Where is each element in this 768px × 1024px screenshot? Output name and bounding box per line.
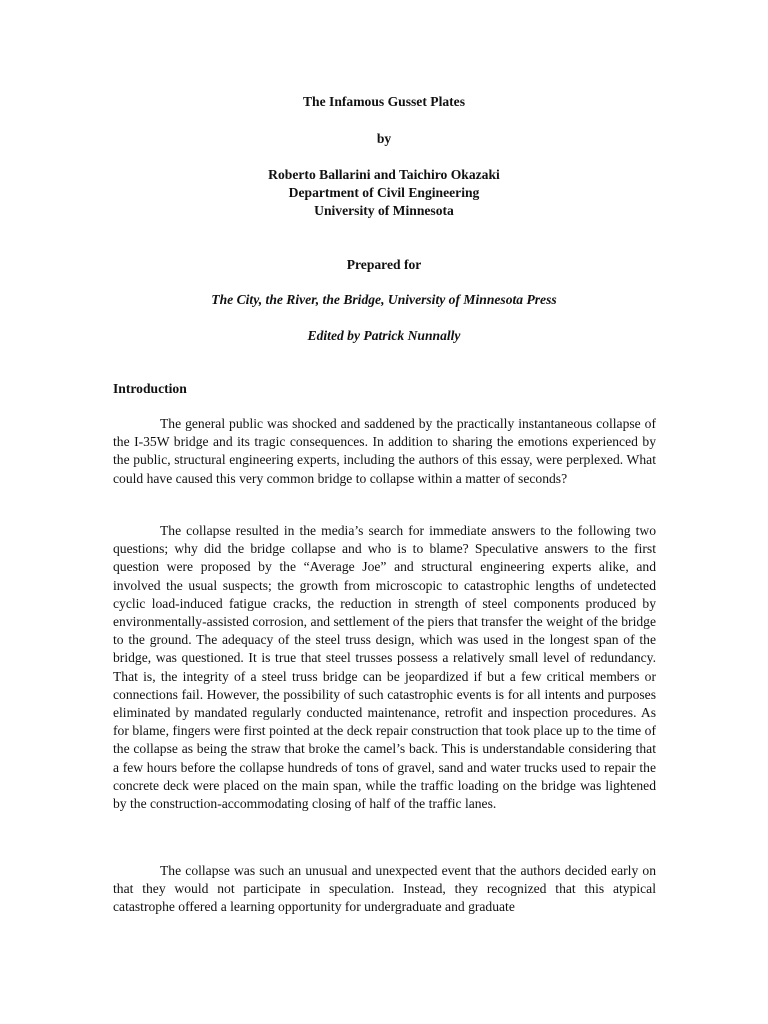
university: University of Minnesota — [314, 203, 454, 218]
paragraph-3: The collapse was such an unusual and unexpected event that the authors decided early on that they would not participate in speculation. Instead, they recognized that this atypical catastrophe offered a learning opportunity for undergraduate and graduate — [113, 863, 656, 915]
publication-title: The City, the River, the Bridge, University of Minnesota Press — [211, 292, 557, 307]
editor-credit: Edited by Patrick Nunnally — [307, 328, 461, 343]
section-heading-introduction: Introduction — [113, 381, 187, 396]
department: Department of Civil Engineering — [288, 185, 480, 200]
authors: Roberto Ballarini and Taichiro Okazaki — [268, 167, 500, 182]
prepared-for: Prepared for — [346, 257, 422, 272]
paper-title: The Infamous Gusset Plates — [302, 94, 465, 109]
by-line: by — [376, 131, 392, 146]
paragraph-2: The collapse resulted in the media’s search for immediate answers to the following two questions; why did the bridge collapse and who is to blame? Speculative answers to the first question were proposed by the “Average Joe” and structural engineering experts alike, and involved the usual suspects; the growth from microscopic to catastrophic lengths of undetected cyclic load-induced fatigue cracks, the reduction in strength of steel components produced by environmentally-assisted corrosion, and settlement of the piers that transfer the weight of the bridge to the ground. The adequacy of the steel truss design, which was used in the longest span of the bridge, was questioned. It is true that steel trusses possess a relatively small level of redundancy. That is, the integrity of a steel truss bridge can be jeopardized if but a few critical members or connections fail. However, the possibility of such catastrophic events is for all intents and purposes eliminated by mandated regularly conducted maintenance, retrofit and inspection procedures. As for blame, fingers were first pointed at the deck repair construction that took place up to the time of the collapse as being the straw that broke the camel’s back. This is understandable considering that a few hours before the collapse hundreds of tons of gravel, sand and water trucks used to repair the concrete deck were placed on the main span, while the traffic loading on the bridge was lightened by the construction-accommodating closing of half of the traffic lanes. — [113, 523, 656, 812]
paragraph-1: The general public was shocked and saddened by the practically instantaneous collapse of the I-35W bridge and its tragic consequences. In addition to sharing the emotions experienced by the public, structural engineering experts, including the authors of this essay, were perplexed. What could have caused this very common bridge to collapse within a matter of seconds? — [113, 416, 656, 486]
